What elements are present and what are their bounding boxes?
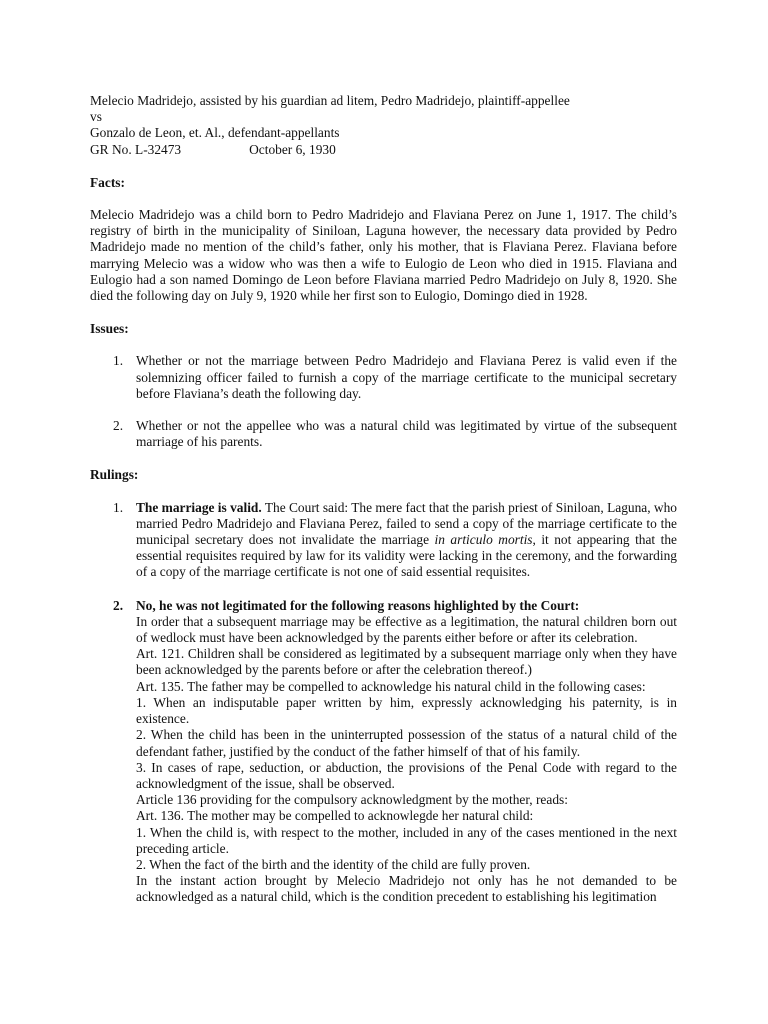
ruling-line: Art. 135. The father may be compelled to acknowledge his natural child in the following cases: <box>136 678 646 694</box>
ruling-text: The Court said: The mere fact that the parish priest of Siniloan, Laguna, who married Pedro Madridejo and Flaviana Perez, failed to send a copy of the marriage certificate to the municipal secretary does not invalidate the marriage <box>136 499 677 548</box>
ruling-line: In order that a subsequent marriage may be effective as a legitimation, the natural children born out of wedlock must have been acknowledged by the parents either before or after its celebration. <box>136 613 677 646</box>
facts-paragraph: Melecio Madridejo was a child born to Pedro Madridejo and Flaviana Perez on June 1, 1917. The child’s registry of birth in the municipality of Siniloan, Laguna however, the necessary data provided by Pedro Madridejo made no mention of the child’s father, only his mother, that is Flaviana Perez. Flaviana before marrying Melecio was a widow who was then a wife to Eulogio de Leon who died in 1915. Flaviana and Eulogio had a son named Domingo de Leon before Flaviana married Pedro Madridejo on July 8, 1920. She died the following day on July 9, 1920 while her first son to Eulogio, Domingo died in 1928. <box>90 207 677 304</box>
ruling-lead: No, he was not legitimated for the following reasons highlighted by the Court: <box>136 597 580 613</box>
caption-versus: vs <box>90 109 102 125</box>
ruling-line: 1. When the child is, with respect to the mother, included in any of the cases mentioned in the next preceding article. <box>136 824 677 856</box>
ruling-line: 3. In cases of rape, seduction, or abduction, the provisions of the Penal Code with regard to the acknowledgment of the issue, shall be observed. <box>136 759 677 791</box>
case-caption <box>90 93 677 158</box>
caption-parties-defendant: Gonzalo de Leon, et. Al., defendant-appellants <box>90 125 340 141</box>
ruling-text-continued: , it not appearing that the essential requisites required by law for its validity were lacking in the ceremony, and the forwarding of a copy of the marriage certificate is not one of said essential requisites. <box>136 532 677 580</box>
ruling-line: Art. 136. The mother may be compelled to acknowlegde her natural child: <box>136 808 534 824</box>
issue-item <box>90 353 677 402</box>
ruling-line: Art. 121. Children shall be considered as legitimated by a subsequent marriage only when they have been acknowledged by the parents before or after the celebration thereof.) <box>136 646 677 678</box>
issue-text: Whether or not the appellee who was a natural child was legitimated by virtue of the subsequent marriage of his parents. <box>136 418 677 450</box>
ruling-line: 2. When the child has been in the uninterrupted possession of the status of a natural child of the defendant father, justified by the conduct of the father himself of that of his family. <box>136 727 677 759</box>
issue-number: 1. <box>113 353 124 369</box>
issue-item <box>90 418 677 450</box>
issues-heading: Issues: <box>90 321 129 337</box>
ruling-line: In the instant action brought by Melecio Madridejo not only has he not demanded to be acknowledged as a natural child, which is the condition precedent to establishing his legitimation <box>136 873 677 905</box>
decision-date: October 6, 1930 <box>249 141 336 157</box>
ruling-line: 2. When the fact of the birth and the identity of the child are fully proven. <box>136 856 531 872</box>
issue-text: Whether or not the marriage between Pedro Madridejo and Flaviana Perez is valid even if the solemnizing officer failed to furnish a copy of the marriage certificate to the municipal secretary before Flaviana’s death the following day. <box>136 353 677 401</box>
issues-list <box>90 353 677 450</box>
ruling-number: 1. <box>113 499 124 515</box>
caption-parties-plaintiff: Melecio Madridejo, assisted by his guardian ad litem, Pedro Madridejo, plaintiff-appellee <box>90 93 570 108</box>
ruling-number: 2. <box>113 597 124 613</box>
rulings-list <box>90 500 677 906</box>
ruling-lead: The marriage is valid. <box>136 499 262 515</box>
ruling-line: 1. When an indisputable paper written by him, expressly acknowledging his paternity, is in existence. <box>136 694 677 727</box>
document-page <box>90 93 677 906</box>
caption-gr-line <box>90 142 677 158</box>
ruling-latin-term: in articulo mortis <box>434 532 533 548</box>
facts-heading: Facts: <box>90 174 125 190</box>
gr-number: GR No. L-32473 <box>90 141 182 157</box>
ruling-item <box>90 500 677 581</box>
ruling-item <box>90 598 677 906</box>
issue-number: 2. <box>113 418 124 434</box>
ruling-line: Article 136 providing for the compulsory acknowledgment by the mother, reads: <box>136 792 568 808</box>
rulings-heading: Rulings: <box>90 467 139 483</box>
